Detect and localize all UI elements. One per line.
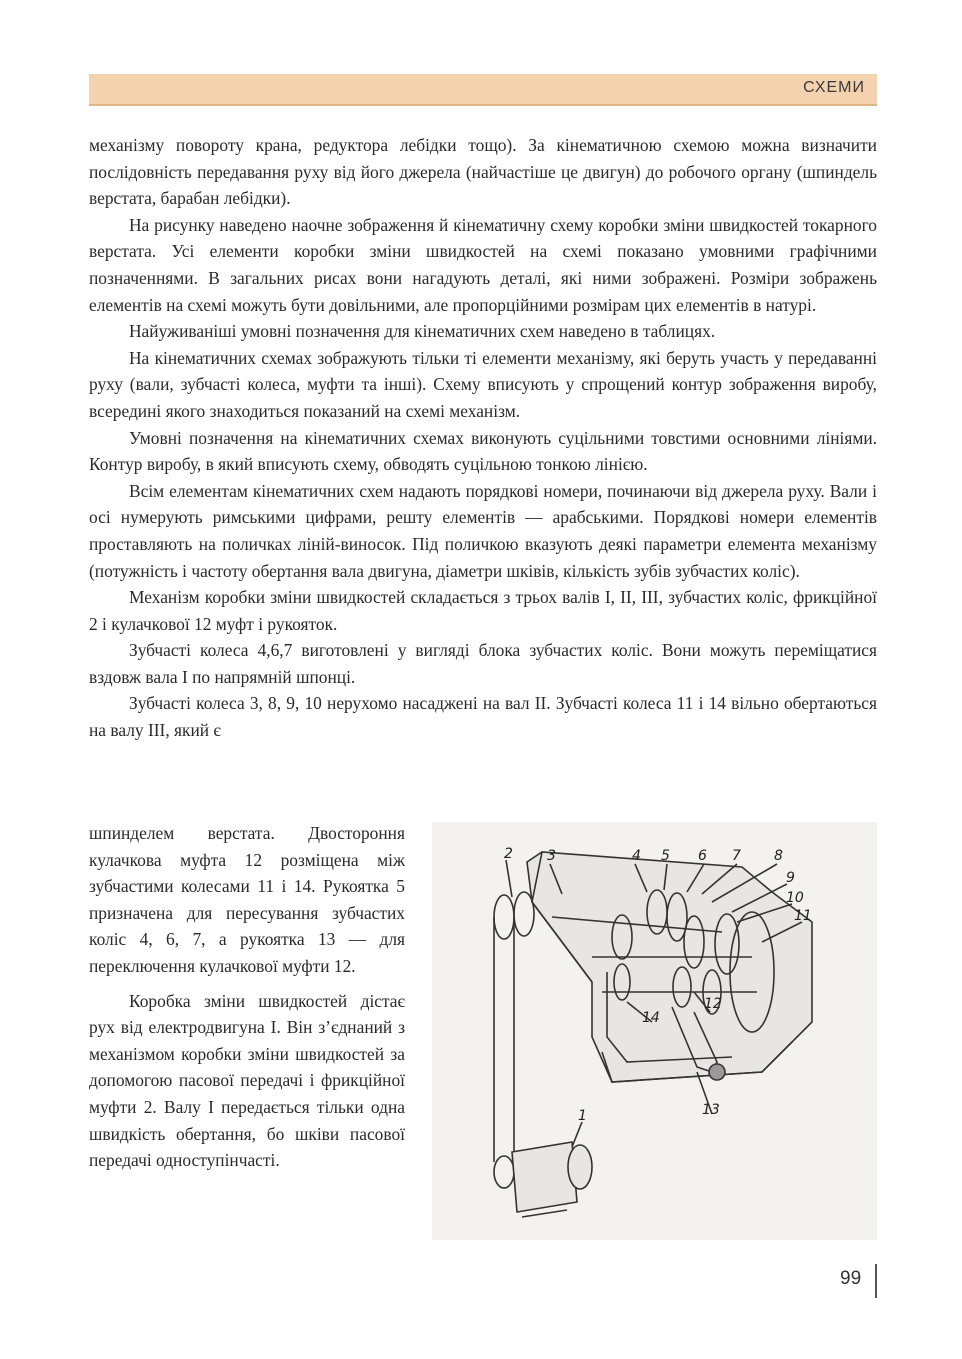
paragraph: Найуживаніші умовні позначення для кінематичних схем наведено в таблицях.: [129, 321, 716, 342]
paragraph-continued: шпинделем верстата. Двостороння кулачкова муфта 12 розміщена між зубчастими колесами 11 і 14. Рукоятка 5 призначена для пересування зубчастих коліс 4, 6, 7, а рукоятка 13 — для переключення кулачкової муфти 12.: [89, 823, 405, 976]
figure-label: 2: [504, 846, 513, 862]
gearbox-illustration: [432, 822, 877, 1240]
figure-label: 7: [732, 848, 741, 864]
gearbox-drawing: [432, 822, 877, 1240]
section-title: СХЕМИ: [803, 79, 865, 96]
figure-label: 8: [774, 848, 783, 864]
figure-label: 14: [642, 1010, 660, 1026]
figure-label: 13: [702, 1102, 720, 1118]
figure-label: 12: [704, 996, 722, 1012]
paragraph: Механізм коробки зміни швидкостей складається з трьох валів І, ІІ, ІІІ, зубчастих коліс, фрикційної 2 і кулачкової 12 муфт і рукояток.: [89, 587, 877, 634]
body-text-full-width: [89, 132, 877, 743]
paragraph: Всім елементам кінематичних схем надають порядкові номери, починаючи від джерела руху. Вали і осі нумерують римськими цифрами, решту елементів — арабськими. Порядкові номери елементів проставляють на поличках ліній-виносок. Під поличкою вказують деякі параметри елемента механізму (потужність і частоту обертання вала двигуна, діаметри шківів, кількість зубів зубчастих коліс).: [89, 480, 877, 581]
paragraph: На кінематичних схемах зображують тільки ті елементи механізму, які беруть участь у передаванні руху (вали, зубчасті колеса, муфти та інші). Схему вписують у спрощений контур зображення виробу, всередині якого знаходиться показаний на схемі механізм.: [89, 347, 877, 421]
page-number-rule: [875, 1264, 877, 1298]
paragraph: На рисунку наведено наочне зображення й кінематичну схему коробки зміни швидкостей токарного верстата. Усі елементи коробки зміни швидкостей на схемі показано умовними графічними позначеннями. В загальних рисах вони нагадують деталі, які ними зображені. Розміри зображень елементів на схемі можуть бути довільними, але пропорційними розмірам цих елементів в натурі.: [89, 214, 877, 315]
paragraph: Коробка зміни швидкостей дістає рух від електродвигуна І. Він з’єднаний з механізмом коробки зміни швидкостей за допомогою пасової передачі і фрикційної муфти 2. Валу І передається тільки одна швидкість обертання, бо шківи пасової передачі одноступінчасті.: [89, 990, 405, 1171]
paragraph: Умовні позначення на кінематичних схемах виконують суцільними товстими основними лініями. Контур виробу, в який вписують схему, обводять суцільною тонкою лінією.: [89, 427, 877, 475]
figure-label: 5: [661, 848, 670, 864]
figure-label: 1: [578, 1108, 587, 1124]
figure-label: 11: [794, 908, 812, 924]
figure-label: 9: [786, 870, 795, 886]
figure-label: 6: [698, 848, 707, 864]
page-number: 99: [840, 1268, 862, 1289]
paragraph: Зубчасті колеса 3, 8, 9, 10 нерухомо насаджені на вал ІІ. Зубчасті колеса 11 і 14 вільно обертаються на валу ІІІ, який є: [89, 693, 877, 741]
paragraph: механізму повороту крана, редуктора лебідки тощо). За кінематичною схемою можна визначити послідовність передавання руху від його джерела (найчастіше це двигун) до робочого органу (шпиндель верстата, барабан лебідки).: [89, 135, 877, 209]
section-header-bar: [89, 74, 877, 106]
figure-label: 10: [786, 890, 804, 906]
figure-label: 4: [632, 848, 641, 864]
paragraph: Зубчасті колеса 4,6,7 виготовлені у вигляді блока зубчастих коліс. Вони можуть переміщатися вздовж вала І по напрямній шпонці.: [89, 640, 877, 687]
body-text-narrow: [89, 820, 405, 1174]
figure-label: 3: [547, 848, 556, 864]
